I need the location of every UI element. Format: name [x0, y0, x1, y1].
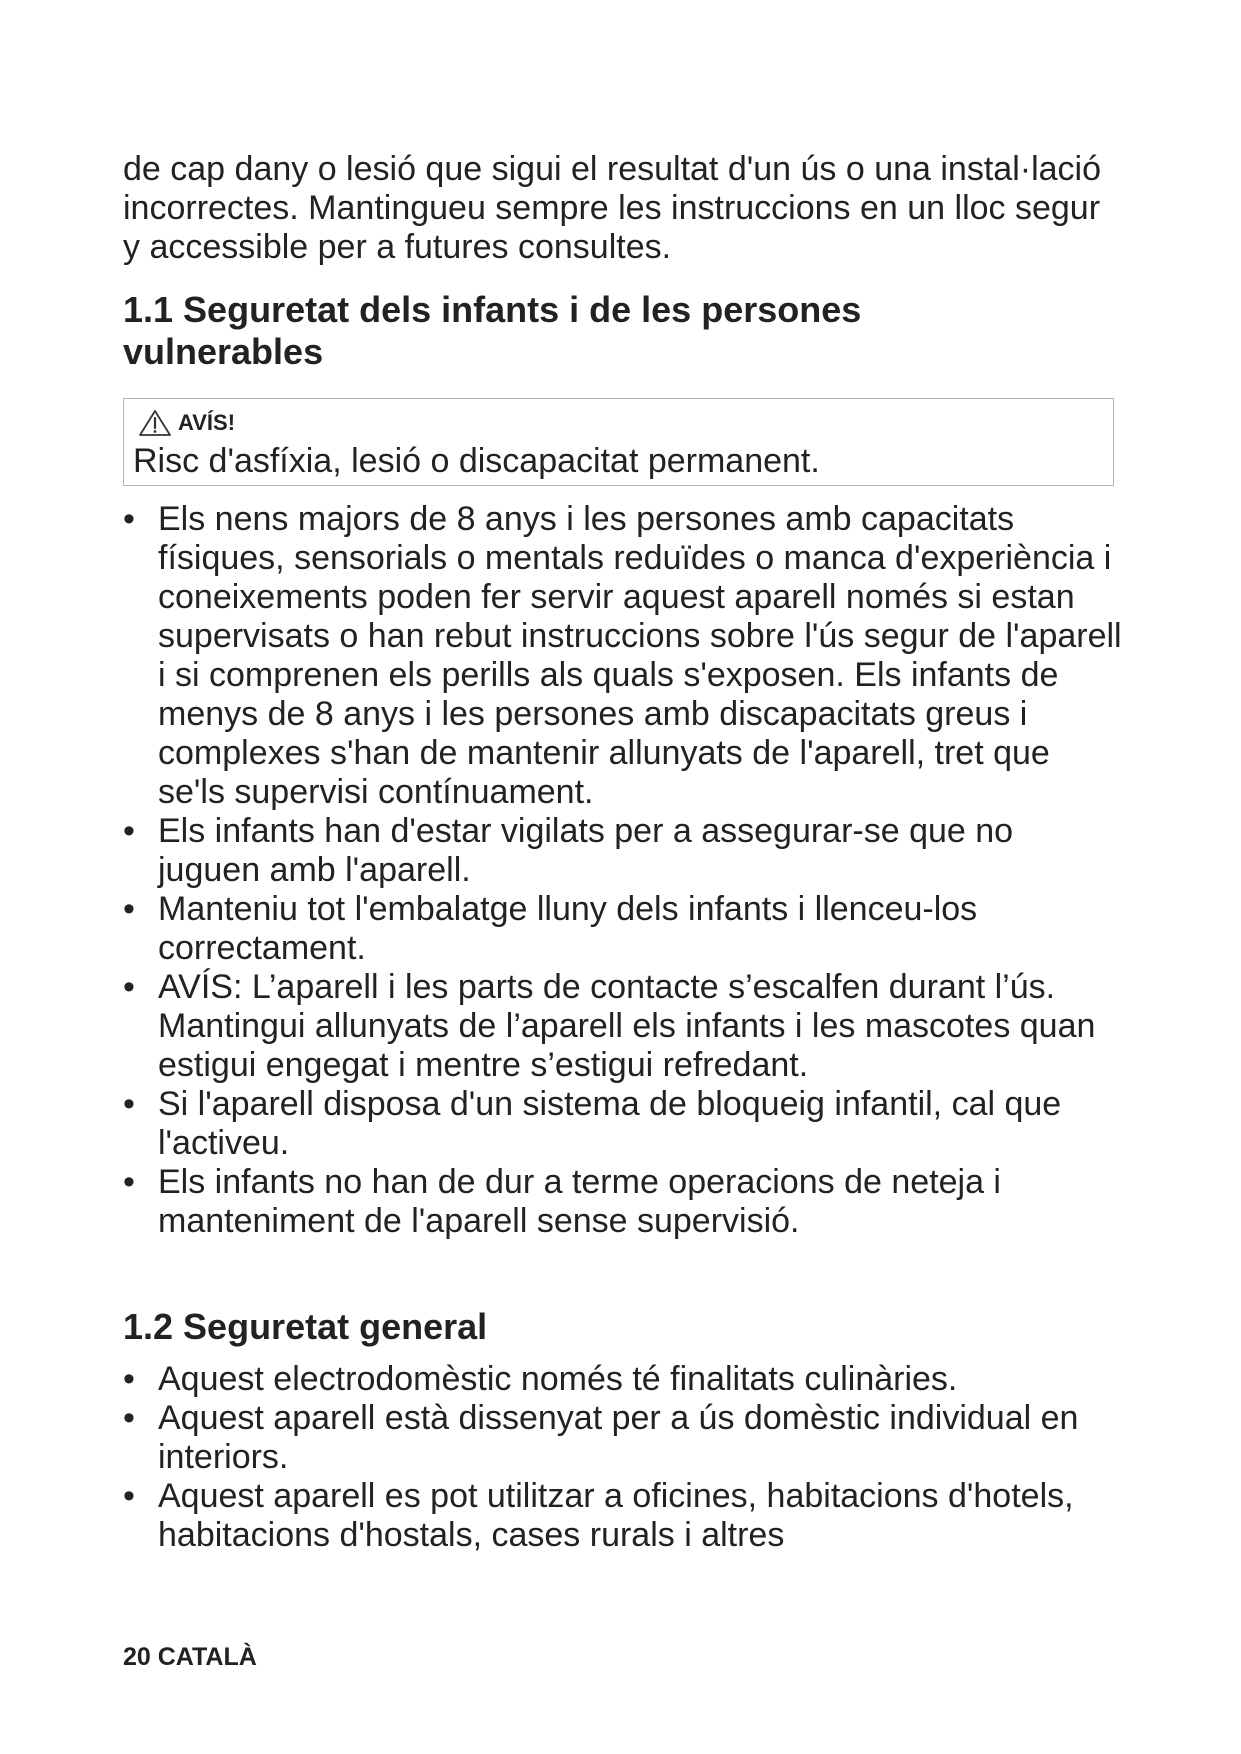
warning-text: Risc d'asfíxia, lesió o discapacitat permanent. [133, 442, 820, 480]
section-heading-general-safety: 1.2 Seguretat general [123, 1306, 488, 1347]
child-safety-list [123, 500, 1123, 1241]
list-item: • Aquest aparell està dissenyat per a ús domèstic individual en interiors. [123, 1399, 1123, 1477]
list-item: • Els infants no han de dur a terme operacions de neteja i manteniment de l'aparell sense supervisió. [123, 1163, 1123, 1241]
warning-header [138, 409, 235, 437]
list-item: • Manteniu tot l'embalatge lluny dels infants i llenceu-los correctament. [123, 890, 1123, 968]
page-footer: 20 CATALÀ [123, 1643, 257, 1671]
general-safety-list [123, 1360, 1123, 1555]
list-item: • Aquest aparell es pot utilitzar a oficines, habitacions d'hotels, habitacions d'hostals, cases rurals i altres [123, 1477, 1123, 1555]
list-item: • Els infants han d'estar vigilats per a assegurar-se que no juguen amb l'aparell. [123, 812, 1123, 890]
warning-box [123, 398, 1114, 486]
list-item: • AVÍS: L’aparell i les parts de contacte s’escalfen durant l’ús. Mantingui allunyats de l’aparell els infants i les mascotes quan estigui engegat i mentre s’estigui refredant. [123, 968, 1123, 1085]
list-item: • Els nens majors de 8 anys i les persones amb capacitats físiques, sensorials o mentals reduïdes o manca d'experiència i coneixements poden fer servir aquest aparell només si estan supervisats o han rebut instruccions sobre l'ús segur de l'aparell i si comprenen els perills als quals s'exposen. Els infants de menys de 8 anys i les persones amb discapacitats greus i complexes s'han de mantenir allunyats de l'aparell, tret que se'ls supervisi contínuament. [123, 500, 1123, 812]
intro-paragraph: de cap dany o lesió que sigui el resultat d'un ús o una instal·lació incorrectes. Mantingueu sempre les instruccions en un lloc segur y accessible per a futures consultes. [123, 150, 1101, 266]
list-item: • Aquest electrodomèstic només té finalitats culinàries. [123, 1360, 1123, 1399]
list-item: • Si l'aparell disposa d'un sistema de bloqueig infantil, cal que l'activeu. [123, 1085, 1123, 1163]
section-heading-child-safety: 1.1 Seguretat dels infants i de les persones vulnerables [123, 289, 862, 372]
warning-triangle-icon [138, 409, 172, 437]
warning-title: AVÍS! [178, 410, 236, 435]
